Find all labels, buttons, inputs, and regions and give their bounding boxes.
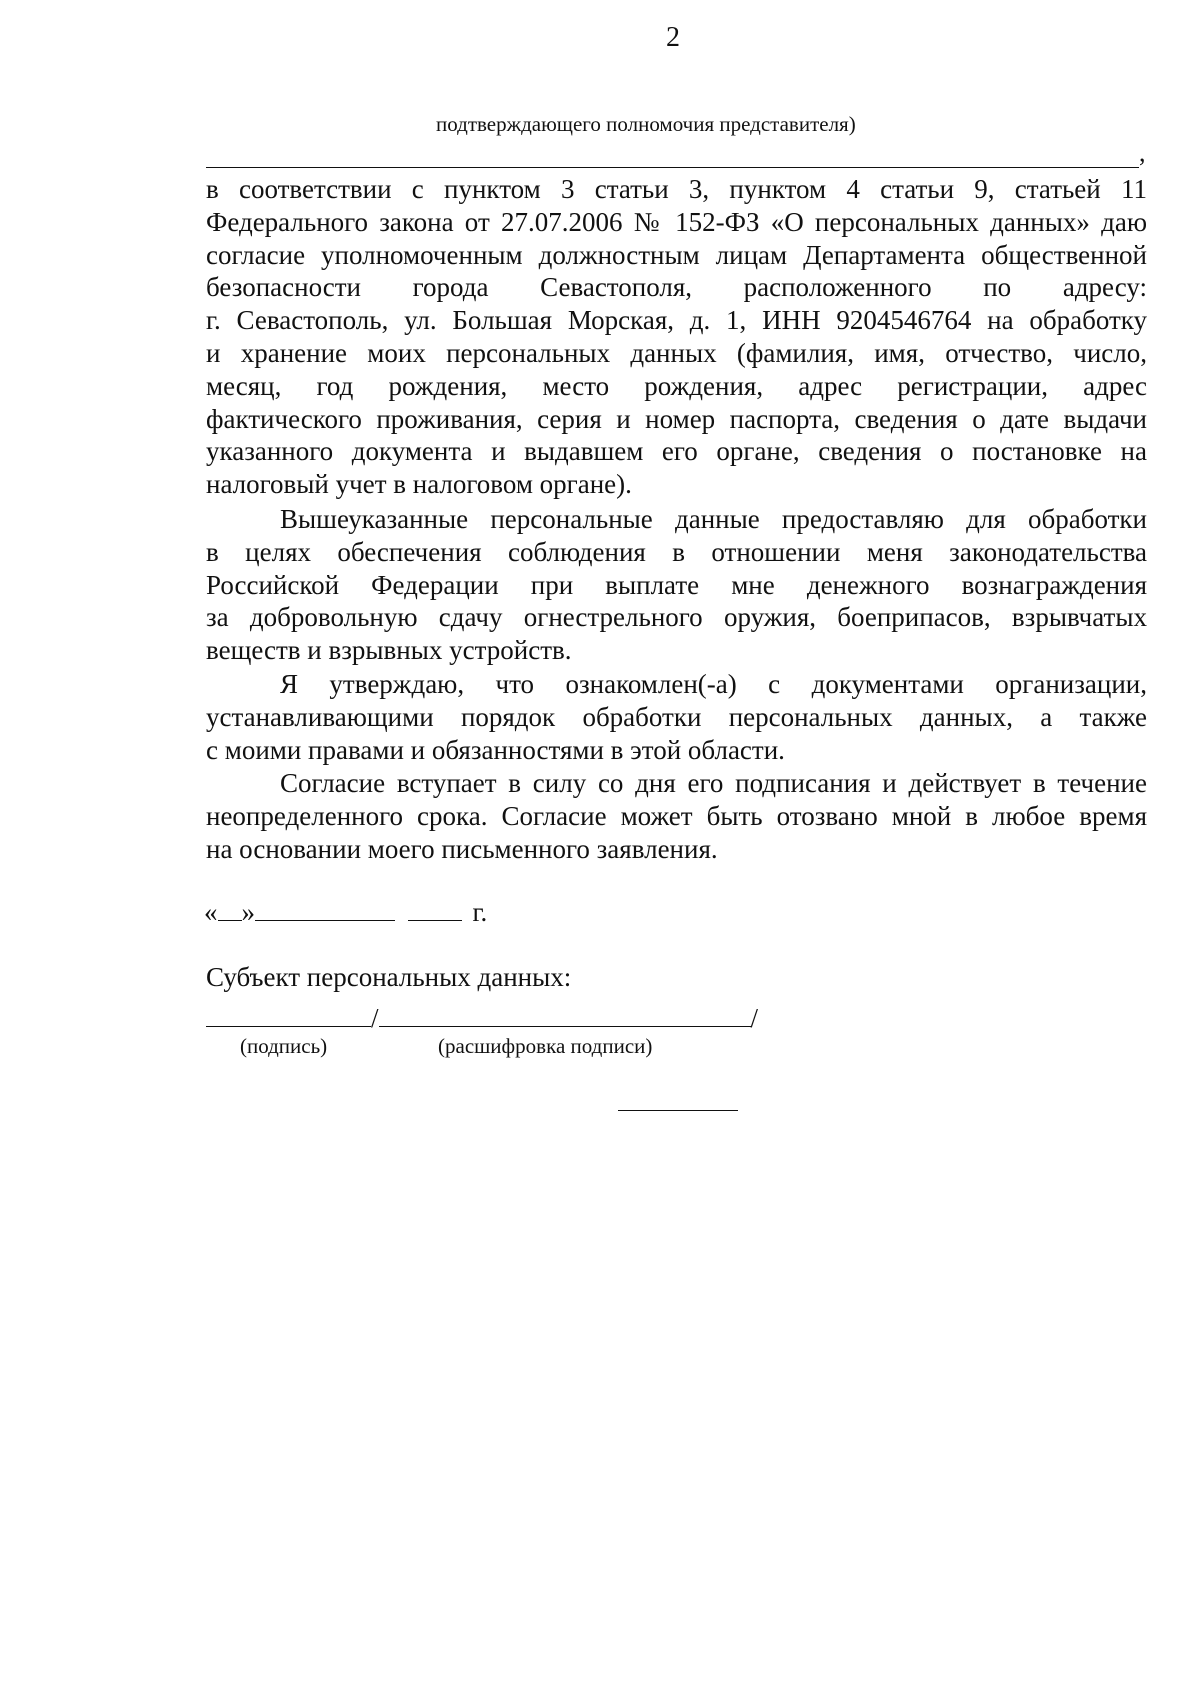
paragraph-line: Вышеуказанные персональные данные предоставляю для обработки: [280, 504, 1147, 534]
paragraph-line: за добровольную сдачу огнестрельного оружия, боеприпасов, взрывчатых: [206, 602, 1147, 633]
paragraph-line: Согласие вступает в силу со дня его подписания и действует в течение: [280, 768, 1147, 798]
paragraph-line: неопределенного срока. Согласие может быть отозвано мной в любое время: [206, 800, 1147, 831]
date-close-quote: »: [241, 897, 255, 927]
paragraph-line: в целях обеспечения соблюдения в отношении меня законодательства: [206, 536, 1147, 567]
paragraph-line: на основании моего письменного заявления.: [206, 833, 718, 864]
subject-label: Субъект персональных данных:: [206, 962, 572, 992]
paragraph-line: налоговый учет в налоговом органе).: [206, 469, 632, 500]
trailing-comma: ,: [1139, 138, 1146, 167]
year-suffix: г.: [472, 897, 488, 927]
acknowledgement-paragraph: [206, 668, 1147, 766]
paragraph-line: Я утверждаю, что ознакомлен(-а) с документами организации,: [280, 669, 1147, 699]
signature-decoding-caption: (расшифровка подписи): [438, 1034, 653, 1058]
date-open-quote: «: [204, 897, 218, 927]
paragraph-line: с моими правами и обязанностями в этой области.: [206, 734, 785, 765]
day-blank[interactable]: [218, 898, 242, 921]
signature-decoding-blank[interactable]: [379, 1000, 751, 1027]
signature-row: [206, 1000, 758, 1034]
representative-document-caption: подтверждающего полномочия представителя): [436, 112, 856, 136]
date-field: [204, 897, 487, 928]
paragraph-line: безопасности города Севастополя, расположенного по адресу:: [206, 272, 1147, 303]
consent-paragraph: [206, 173, 1147, 501]
paragraph-line: веществ и взрывных устройств.: [206, 635, 572, 666]
paragraph-line: Российской Федерации при выплате мне денежного вознаграждения: [206, 569, 1147, 600]
paragraph-line: г. Севастополь, ул. Большая Морская, д. 1, ИНН 9204546764 на обработку: [206, 305, 1147, 336]
paragraph-line: фактического проживания, серия и номер паспорта, сведения о дате выдачи: [206, 403, 1147, 434]
paragraph-line: в соответствии с пунктом 3 статьи 3, пунктом 4 статьи 9, статьей 11: [206, 174, 1147, 204]
paragraph-line: Федерального закона от 27.07.2006 № 152-ФЗ «О персональных данных» даю: [206, 206, 1147, 237]
paragraph-line: месяц, год рождения, место рождения, адрес регистрации, адрес: [206, 370, 1147, 401]
signature-separator: /: [371, 1003, 379, 1033]
representative-document-blank[interactable]: [206, 167, 1139, 168]
signature-end-slash: /: [750, 1003, 759, 1033]
paragraph-line: указанного документа и выдавшем его органе, сведения о постановке на: [206, 436, 1147, 467]
paragraph-line: и хранение моих персональных данных (фамилия, имя, отчество, число,: [206, 337, 1147, 368]
paragraph-line: согласие уполномоченным должностным лицам Департамента общественной: [206, 239, 1147, 270]
validity-paragraph: [206, 767, 1147, 865]
month-blank[interactable]: [255, 898, 395, 921]
year-blank[interactable]: [408, 898, 462, 921]
paragraph-line: устанавливающими порядок обработки персональных данных, а также: [206, 701, 1147, 732]
signature-caption: (подпись): [240, 1034, 328, 1058]
page-number: 2: [666, 22, 680, 53]
end-of-document-line: [618, 1110, 738, 1111]
signature-blank[interactable]: [206, 1000, 371, 1027]
purpose-paragraph: [206, 503, 1147, 667]
